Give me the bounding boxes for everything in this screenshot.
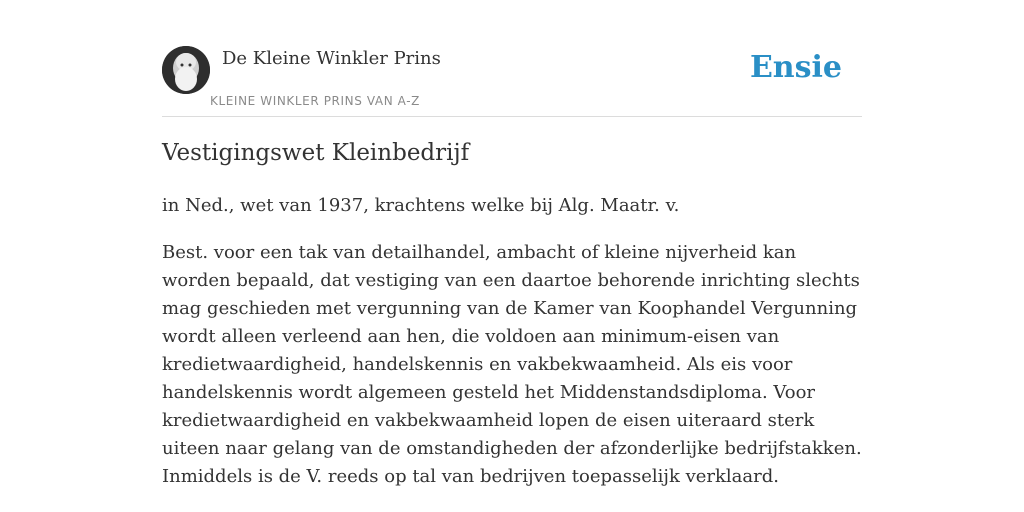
source-title[interactable]: De Kleine Winkler Prins bbox=[222, 48, 441, 69]
article-paragraph: Best. voor een tak van detailhandel, ambacht of kleine nijverheid kan worden bepaald, dat vestiging van een daartoe behorende inrichting slechts mag geschieden met vergunning van de Kamer van Koophandel Vergunning wordt alleen verleend aan hen, die voldoen aan minimum-eisen van kredietwaardigheid, handelskennis en vakbekwaamheid. Als eis voor handelskennis wordt algemeen gesteld het Middenstandsdiploma. Voor kredietwaardigheid en vakbekwaamheid lopen de eisen uiteraard sterk uiteen naar gelang van de omstandigheden der afzonderlijke bedrijfstakken. Inmiddels is de V. reeds op tal van bedrijven toepasselijk verklaard. bbox=[162, 242, 862, 487]
source-subtitle[interactable]: KLEINE WINKLER PRINS VAN A-Z bbox=[210, 94, 420, 108]
portrait-icon bbox=[162, 46, 210, 94]
article-title: Vestigingswet Kleinbedrijf bbox=[162, 140, 470, 166]
brand-logo[interactable]: Ensie bbox=[749, 50, 842, 85]
avatar[interactable] bbox=[162, 46, 210, 94]
article-paragraph: in Ned., wet van 1937, krachtens welke bij Alg. Maatr. v. bbox=[162, 195, 680, 216]
source-header bbox=[162, 44, 862, 117]
